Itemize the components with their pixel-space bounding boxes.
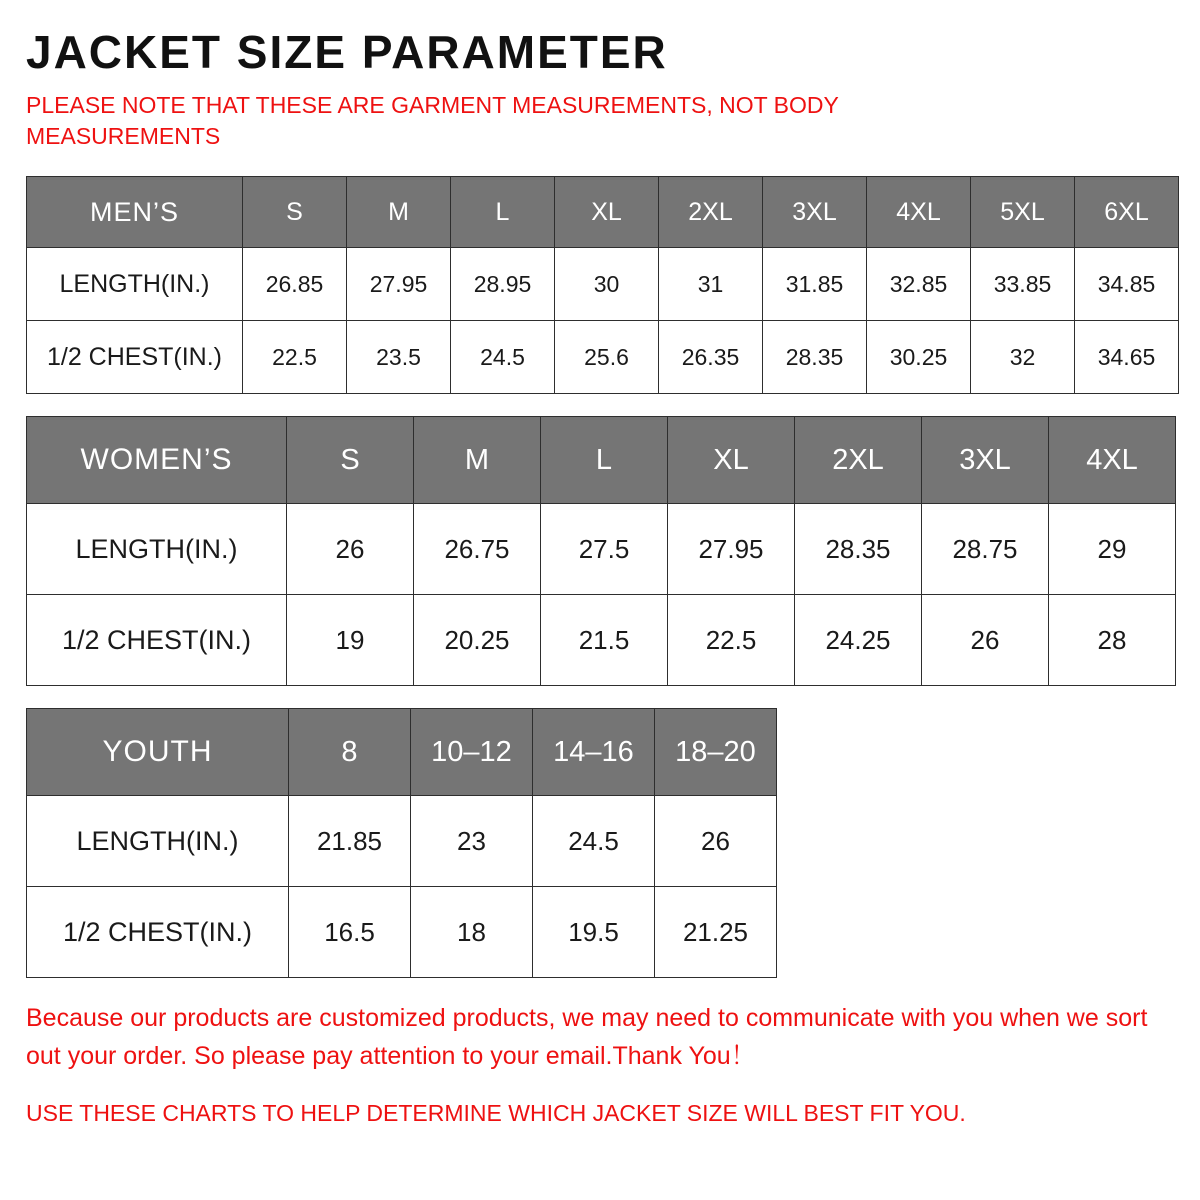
row-label: LENGTH(IN.) xyxy=(27,796,289,887)
cell-value: 28.35 xyxy=(763,321,867,394)
column-header: M xyxy=(347,177,451,248)
cell-value: 30 xyxy=(555,248,659,321)
cell-value: 23 xyxy=(411,796,533,887)
cell-value: 25.6 xyxy=(555,321,659,394)
column-header: 4XL xyxy=(1049,417,1176,504)
youth-table-label: YOUTH xyxy=(27,709,289,796)
cell-value: 26.85 xyxy=(243,248,347,321)
cell-value: 21.85 xyxy=(289,796,411,887)
column-header: 2XL xyxy=(795,417,922,504)
cell-value: 32 xyxy=(971,321,1075,394)
table-row xyxy=(27,248,1179,321)
youth-size-table xyxy=(26,708,777,978)
cell-value: 28.95 xyxy=(451,248,555,321)
cell-value: 21.25 xyxy=(655,887,777,978)
table-row xyxy=(27,417,1176,504)
mens-table-label: MEN’S xyxy=(27,177,243,248)
cell-value: 24.5 xyxy=(451,321,555,394)
column-header: 2XL xyxy=(659,177,763,248)
cell-value: 28 xyxy=(1049,595,1176,686)
table-row xyxy=(27,595,1176,686)
cell-value: 22.5 xyxy=(243,321,347,394)
column-header: 3XL xyxy=(763,177,867,248)
column-header: 8 xyxy=(289,709,411,796)
cell-value: 19 xyxy=(287,595,414,686)
cell-value: 16.5 xyxy=(289,887,411,978)
row-label: LENGTH(IN.) xyxy=(27,248,243,321)
cell-value: 21.5 xyxy=(541,595,668,686)
cell-value: 27.95 xyxy=(347,248,451,321)
cell-value: 28.75 xyxy=(922,504,1049,595)
column-header: L xyxy=(451,177,555,248)
cell-value: 24.25 xyxy=(795,595,922,686)
cell-value: 28.35 xyxy=(795,504,922,595)
column-header: XL xyxy=(668,417,795,504)
column-header: 6XL xyxy=(1075,177,1179,248)
column-header: 18–20 xyxy=(655,709,777,796)
cell-value: 27.95 xyxy=(668,504,795,595)
mens-size-table xyxy=(26,176,1179,394)
table-row xyxy=(27,177,1179,248)
column-header: S xyxy=(287,417,414,504)
womens-table-label: WOMEN’S xyxy=(27,417,287,504)
page-title: JACKET SIZE PARAMETER xyxy=(26,26,668,78)
cell-value: 26 xyxy=(922,595,1049,686)
cell-value: 26.35 xyxy=(659,321,763,394)
measurement-note: PLEASE NOTE THAT THESE ARE GARMENT MEASUREMENTS, NOT BODY MEASUREMENTS xyxy=(26,92,839,150)
cell-value: 22.5 xyxy=(668,595,795,686)
cell-value: 26 xyxy=(655,796,777,887)
footer-note-customization: Because our products are customized products, we may need to communicate with you when we sort out your order. So please pay attention to your email.Thank You！ xyxy=(26,1004,1148,1070)
footer-note-charts: USE THESE CHARTS TO HELP DETERMINE WHICH JACKET SIZE WILL BEST FIT YOU. xyxy=(26,1100,966,1127)
table-row xyxy=(27,709,777,796)
cell-value: 32.85 xyxy=(867,248,971,321)
column-header: 3XL xyxy=(922,417,1049,504)
cell-value: 27.5 xyxy=(541,504,668,595)
cell-value: 34.65 xyxy=(1075,321,1179,394)
table-row xyxy=(27,796,777,887)
cell-value: 29 xyxy=(1049,504,1176,595)
cell-value: 18 xyxy=(411,887,533,978)
womens-size-table xyxy=(26,416,1176,686)
cell-value: 24.5 xyxy=(533,796,655,887)
row-label: 1/2 CHEST(IN.) xyxy=(27,321,243,394)
row-label: 1/2 CHEST(IN.) xyxy=(27,595,287,686)
cell-value: 23.5 xyxy=(347,321,451,394)
cell-value: 34.85 xyxy=(1075,248,1179,321)
column-header: XL xyxy=(555,177,659,248)
cell-value: 31.85 xyxy=(763,248,867,321)
column-header: 5XL xyxy=(971,177,1075,248)
table-row xyxy=(27,321,1179,394)
column-header: L xyxy=(541,417,668,504)
cell-value: 31 xyxy=(659,248,763,321)
column-header: 10–12 xyxy=(411,709,533,796)
cell-value: 26.75 xyxy=(414,504,541,595)
cell-value: 20.25 xyxy=(414,595,541,686)
table-row xyxy=(27,887,777,978)
cell-value: 26 xyxy=(287,504,414,595)
column-header: 4XL xyxy=(867,177,971,248)
column-header: S xyxy=(243,177,347,248)
row-label: LENGTH(IN.) xyxy=(27,504,287,595)
row-label: 1/2 CHEST(IN.) xyxy=(27,887,289,978)
cell-value: 33.85 xyxy=(971,248,1075,321)
column-header: 14–16 xyxy=(533,709,655,796)
table-row xyxy=(27,504,1176,595)
column-header: M xyxy=(414,417,541,504)
cell-value: 19.5 xyxy=(533,887,655,978)
cell-value: 30.25 xyxy=(867,321,971,394)
